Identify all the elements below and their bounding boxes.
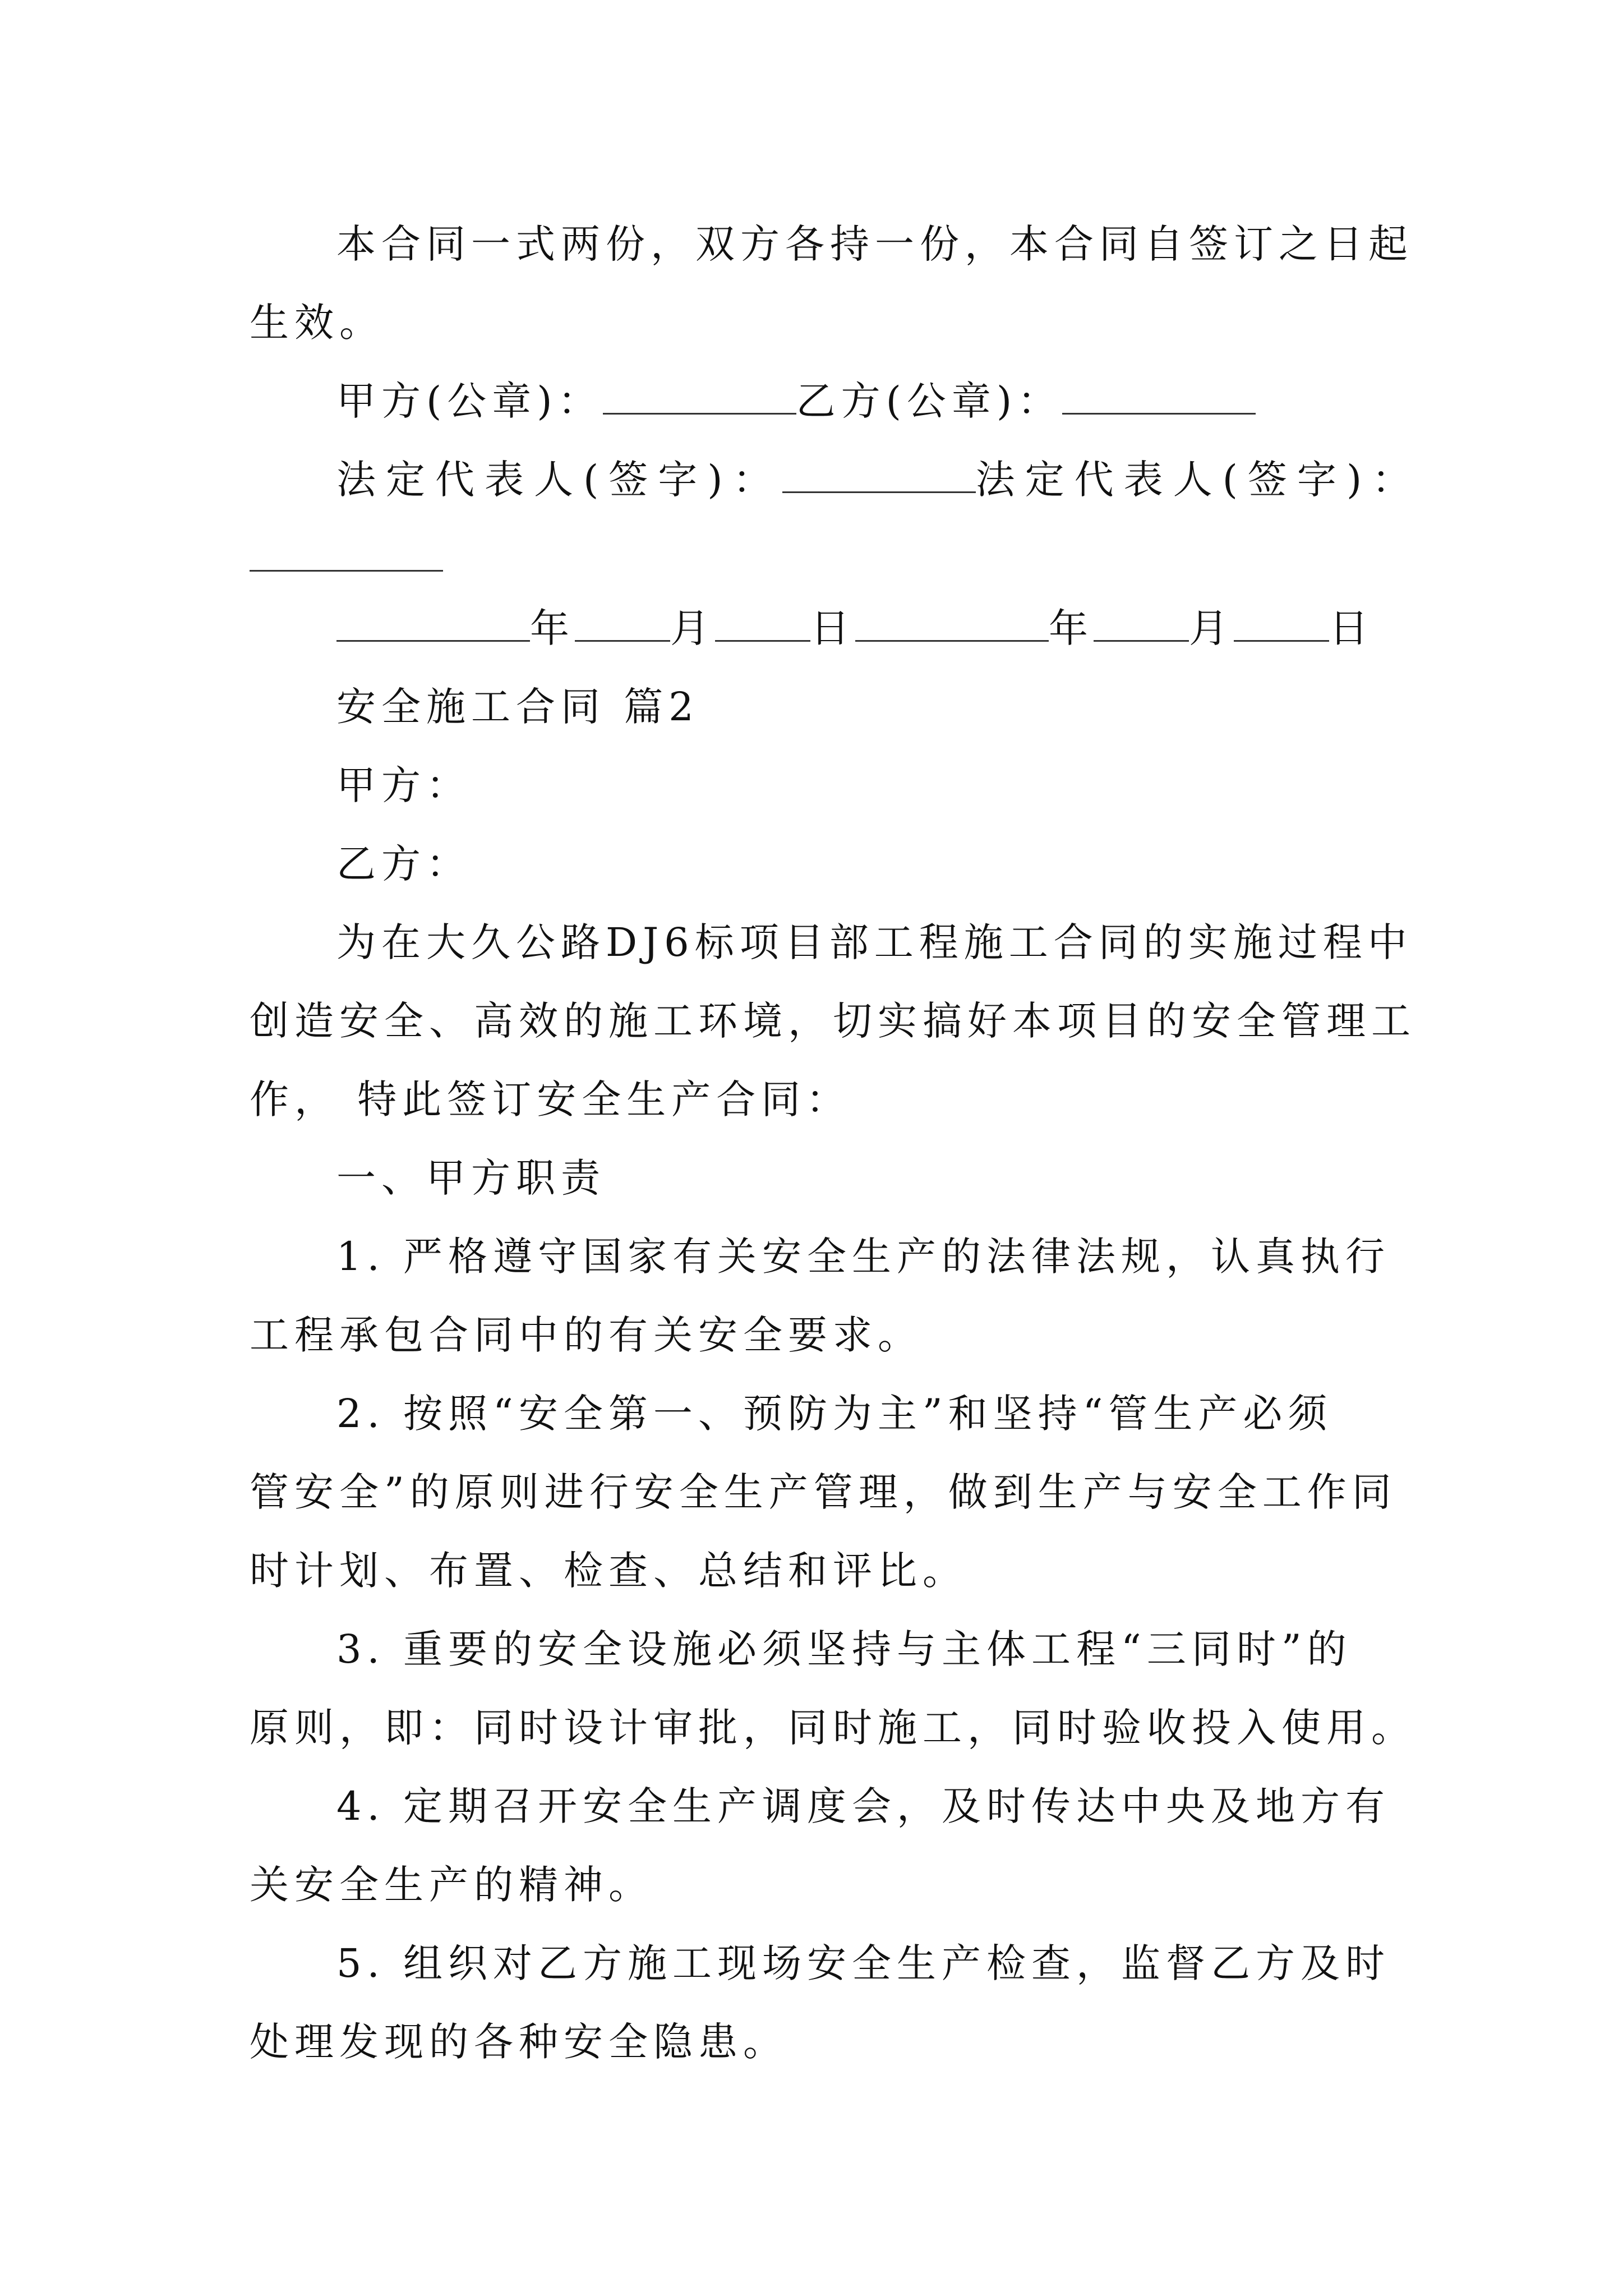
item-5-line-1: 5. 组织对乙方施工现场安全生产检查，监督乙方及时 [336,1940,1391,1986]
party-b-seal-label: 乙方(公章)： [796,378,1063,424]
copies-clause-line-1: 本合同一式两份，双方各持一份，本合同自签订之日起 [336,221,1413,267]
party-b-year-blank [855,606,1049,642]
item-2-line-3: 时计划、布置、检查、总结和评比。 [250,1548,967,1594]
party-a-month-blank [575,606,670,642]
party-b-month-label: 月 [1189,605,1234,651]
section-title: 安全施工合同 篇2 [336,684,699,730]
intro-line-1: 为在大久公路DJ6标项目部工程施工合同的实施过程中 [336,919,1413,965]
party-a-month-label: 月 [670,605,715,651]
seal-line [336,376,1256,426]
intro-line-3: 作， 特此签订安全生产合同： [250,1076,851,1122]
item-2-line-1: 2. 按照“安全第一、预防为主”和坚持“管生产必须 [336,1391,1333,1437]
party-b-month-blank [1094,606,1189,642]
party-b-day-blank [1234,606,1329,642]
party-b-rep-label: 法定代表人(签字)： [975,457,1422,503]
party-b-rep-blank-line [250,533,443,583]
party-a-seal-label: 甲方(公章)： [336,378,603,424]
item-5-line-2: 处理发现的各种安全隐患。 [250,2019,788,2065]
party-a-year-blank [336,606,530,642]
heading-party-a-duties: 一、甲方职责 [336,1155,606,1201]
party-a-label: 甲方： [336,762,471,808]
party-b-year-label: 年 [1049,605,1094,651]
party-b-label: 乙方： [336,841,471,887]
representative-line [336,454,1421,505]
party-b-seal-blank [1062,379,1256,415]
party-a-seal-blank [603,379,796,415]
item-3-line-2: 原则，即：同时设计审批，同时施工，同时验收投入使用。 [250,1705,1416,1751]
item-3-line-1: 3. 重要的安全设施必须坚持与主体工程“三同时”的 [336,1626,1352,1672]
item-1-line-2: 工程承包合同中的有关安全要求。 [250,1312,923,1358]
item-2-line-2: 管安全”的原则进行安全生产管理，做到生产与安全工作同 [250,1469,1397,1515]
item-4-line-2: 关安全生产的精神。 [250,1862,653,1908]
party-a-day-label: 日 [810,605,855,651]
party-b-day-label: 日 [1329,605,1374,651]
item-1-line-1: 1. 严格遵守国家有关安全生产的法律法规，认真执行 [336,1234,1391,1280]
intro-line-2: 创造安全、高效的施工环境，切实搞好本项目的安全管理工 [250,998,1416,1044]
item-4-line-1: 4. 定期召开安全生产调度会，及时传达中央及地方有 [336,1783,1391,1829]
date-line [336,603,1374,654]
party-a-rep-label: 法定代表人(签字)： [336,457,782,503]
party-a-year-label: 年 [530,605,575,651]
copies-clause-line-2: 生效。 [250,300,384,346]
party-a-rep-blank [782,458,976,493]
party-b-rep-blank [250,536,443,572]
party-a-day-blank [715,606,810,642]
